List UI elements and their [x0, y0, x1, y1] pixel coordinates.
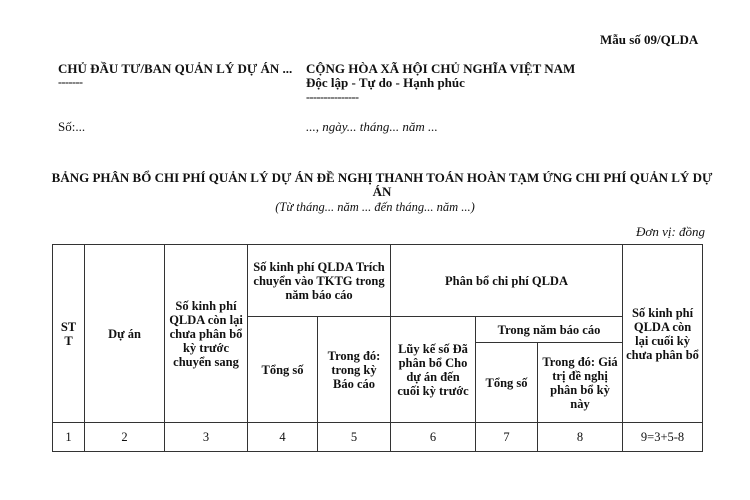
document-number: Số:...: [58, 119, 86, 134]
national-title: CỘNG HÒA XÃ HỘI CHỦ NGHĨA VIỆT NAM: [306, 61, 576, 76]
header-transferred: Số kinh phí QLDA Trích chuyển vào TKTG trong năm báo cáo: [248, 245, 391, 317]
column-number-row: [53, 423, 703, 452]
header-year-total: Tổng số: [476, 343, 538, 423]
document-title: BẢNG PHÂN BỔ CHI PHÍ QUẢN LÝ DỰ ÁN ĐỀ NGHỊ THANH TOÁN HOÀN TẠM ỨNG CHI PHÍ QUẢN LÝ DỰ ÁN: [51, 170, 713, 199]
header-total: Tổng số: [248, 317, 318, 423]
currency-unit: Đơn vị: đồng: [636, 224, 706, 239]
column-number: 3: [165, 423, 248, 452]
column-number: 2: [85, 423, 165, 452]
motto-divider: ---------------: [306, 90, 359, 104]
form-number: Mẫu số 09/QLDA: [600, 32, 699, 47]
national-motto: Độc lập - Tự do - Hạnh phúc: [306, 75, 465, 90]
header-remaining-previous: Số kinh phí QLDA còn lại chưa phân bổ kỳ trước chuyển sang: [165, 245, 248, 423]
agency-divider: -------: [58, 75, 83, 89]
column-number: 9=3+5-8: [623, 423, 703, 452]
header-cumulative: Lũy kế số Đã phân bổ Cho dự án đến cuối kỳ trước: [391, 317, 476, 423]
column-number: 1: [53, 423, 85, 452]
header-allocation: Phân bổ chi phí QLDA: [391, 245, 623, 317]
header-in-year: Trong năm báo cáo: [476, 317, 623, 343]
column-number: 4: [248, 423, 318, 452]
allocation-table: [52, 244, 703, 452]
place-and-date: ..., ngày... tháng... năm ...: [306, 119, 438, 134]
header-remaining-end: Số kinh phí QLDA còn lại cuối kỳ chưa phân bổ: [623, 245, 703, 423]
header-proposed: Trong đó: Giá trị đề nghị phân bổ kỳ này: [538, 343, 623, 423]
column-number: 8: [538, 423, 623, 452]
column-number: 5: [318, 423, 391, 452]
column-number: 6: [391, 423, 476, 452]
document-period: (Từ tháng... năm ... đến tháng... năm ...): [275, 200, 475, 214]
header-in-period: Trong đó: trong kỳ Báo cáo: [318, 317, 391, 423]
header-project: Dự án: [85, 245, 165, 423]
column-number: 7: [476, 423, 538, 452]
header-stt: ST T: [53, 245, 85, 423]
agency-name: CHỦ ĐẦU TƯ/BAN QUẢN LÝ DỰ ÁN ...: [58, 61, 293, 76]
